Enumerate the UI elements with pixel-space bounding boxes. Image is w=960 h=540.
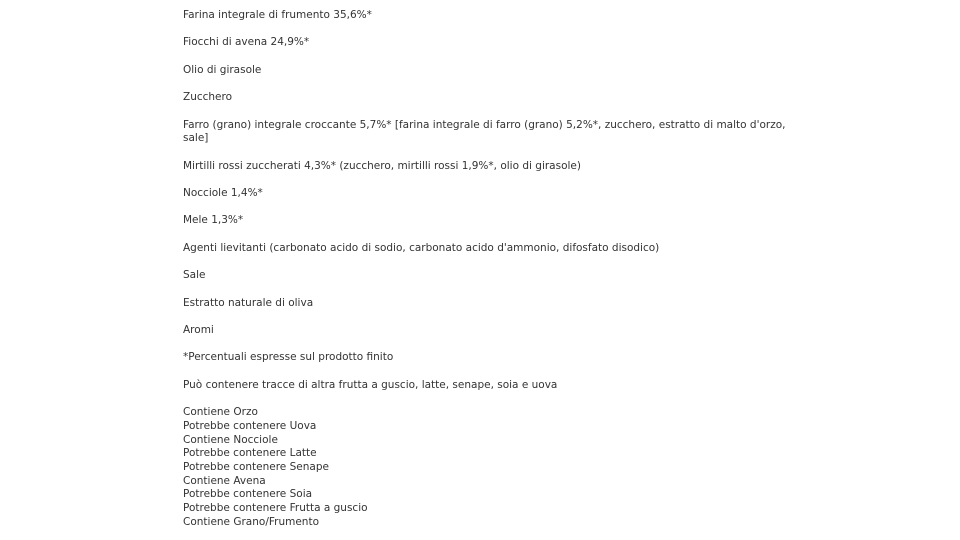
ingredient-item: Fiocchi di avena 24,9%*	[183, 36, 310, 49]
allergen-item: Potrebbe contenere Frutta a guscio	[183, 502, 368, 515]
allergen-item: Contiene Avena	[183, 474, 266, 487]
ingredient-item: Farina integrale di frumento 35,6%*	[183, 9, 372, 21]
ingredient-item: Farro (grano) integrale croccante 5,7%* [farina integrale di farro (grano) 5,2%*, zucchero, estratto di malto d'orzo, sale]	[183, 118, 786, 145]
ingredient-item: Agenti lievitanti (carbonato acido di sodio, carbonato acido d'ammonio, difosfato disodico)	[183, 241, 660, 254]
ingredient-item: Zucchero	[183, 91, 233, 104]
allergen-item: Potrebbe contenere Uova	[183, 419, 317, 432]
percentage-footnote: *Percentuali espresse sul prodotto finito	[183, 351, 394, 364]
allergen-item: Contiene Grano/Frumento	[183, 515, 319, 528]
allergen-item: Contiene Nocciole	[183, 433, 278, 446]
ingredient-item: Sale	[183, 269, 206, 282]
allergen-item: Potrebbe contenere Senape	[183, 460, 329, 473]
allergen-item: Potrebbe contenere Soia	[183, 488, 313, 501]
allergen-list	[183, 406, 793, 529]
ingredient-item: Olio di girasole	[183, 63, 262, 76]
allergen-item: Contiene Orzo	[183, 406, 258, 419]
ingredient-item: Aromi	[183, 324, 214, 336]
traces-note: Può contenere tracce di altra frutta a guscio, latte, senape, soia e uova	[183, 378, 558, 391]
ingredients-panel	[183, 9, 793, 530]
ingredient-item: Nocciole 1,4%*	[183, 187, 263, 200]
ingredient-item: Estratto naturale di oliva	[183, 296, 314, 309]
allergen-item: Potrebbe contenere Latte	[183, 447, 317, 460]
ingredient-item: Mele 1,3%*	[183, 214, 244, 227]
ingredient-item: Mirtilli rossi zuccherati 4,3%* (zucchero, mirtilli rossi 1,9%*, olio di girasole)	[183, 159, 581, 172]
